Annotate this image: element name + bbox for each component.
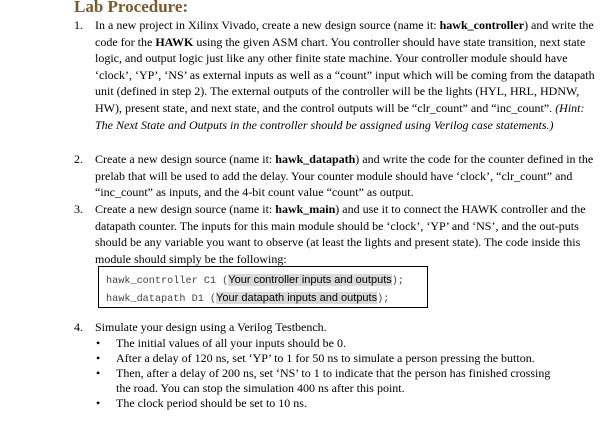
step-number: 4.: [74, 320, 83, 334]
step-text: Simulate your design using a Verilog Testbench.: [95, 320, 327, 334]
code-placeholder: Your controller inputs and outputs: [228, 274, 392, 286]
step-number: 2.: [74, 152, 83, 166]
text-run: In a new project in Xilinx Vivado, create a new design source (name it:: [95, 18, 440, 32]
bullet-icon: •: [96, 351, 101, 365]
step-text: [95, 17, 603, 133]
text-run: ) and use it to connect the HAWK controller and the datapath counter. The inputs for this main module should be ‘clock’, ‘YP’ and ‘NS’, and the out-puts should be any variable you want to observe (at least the lights and present state). The code inside this module should simply be the following:: [95, 202, 586, 266]
code-text: hawk_controller C1 (: [106, 276, 229, 287]
module-name: hawk_controller: [439, 18, 525, 32]
code-placeholder: Your datapath inputs and outputs: [216, 292, 378, 304]
module-name: hawk_datapath: [275, 152, 356, 166]
text-run: ) and write the code for the counter defined in the prelab that will be used to add the delay. Your counter module should have ‘clock’, “clr_count” and “inc_count” as inputs, and the 4-bit count value “count” as output.: [95, 152, 594, 200]
bullet-list: [96, 336, 566, 411]
code-text: );: [377, 294, 390, 305]
design-name: HAWK: [155, 34, 194, 49]
text-run: using the given ASM chart. You controller should have state transition, next state logic, and output logic just like any other finite state machine. Your controller module should have ‘clock’, ‘YP’, ‘NS’ as external inputs as well as a “count” input which will be coming from the datapath unit (defined in step 2). The external outputs of the controller will be the lights (HYL, HRL, HDNW, HW), present state, and next state, and the control outputs will be “clr_count” and “inc_count”.: [95, 34, 595, 115]
step-text: [95, 151, 603, 201]
module-name: hawk_main: [275, 202, 336, 216]
hint-text: (Hint: The Next State and Outputs in the controller should be assigned using Verilog case statements.): [95, 100, 585, 132]
text-run: ) and write the code for the: [95, 18, 594, 49]
bullet-icon: •: [96, 366, 101, 380]
text-run: Create a new design source (name it:: [95, 202, 276, 216]
bullet-text: After a delay of 120 ns, set ‘YP’ to 1 for 50 ns to simulate a person pressing the button.: [116, 351, 535, 365]
list-item: [96, 366, 566, 396]
bullet-text: The initial values of all your inputs should be 0.: [116, 336, 346, 350]
code-line: [106, 290, 427, 308]
code-text: hawk_datapath D1 (: [106, 294, 217, 305]
bullet-text: The clock period should be set to 10 ns.: [116, 396, 307, 410]
bullet-icon: •: [96, 396, 101, 410]
code-line: [106, 272, 427, 290]
step-number: 1.: [74, 18, 83, 32]
text-run: Create a new design source (name it:: [95, 152, 276, 166]
code-box: [98, 266, 428, 308]
bullet-text: Then, after a delay of 200 ns, set ‘NS’ to 1 to indicate that the person has finished crossing the road. You can stop the simulation 400 ns after this point.: [116, 366, 551, 395]
list-item: [96, 336, 566, 351]
code-text: );: [391, 276, 404, 287]
list-item: [96, 351, 566, 366]
list-item: [96, 396, 566, 411]
bullet-icon: •: [96, 336, 101, 350]
section-heading: Lab Procedure:: [74, 0, 189, 16]
step-text: [95, 201, 603, 267]
step-number: 3.: [74, 202, 83, 216]
